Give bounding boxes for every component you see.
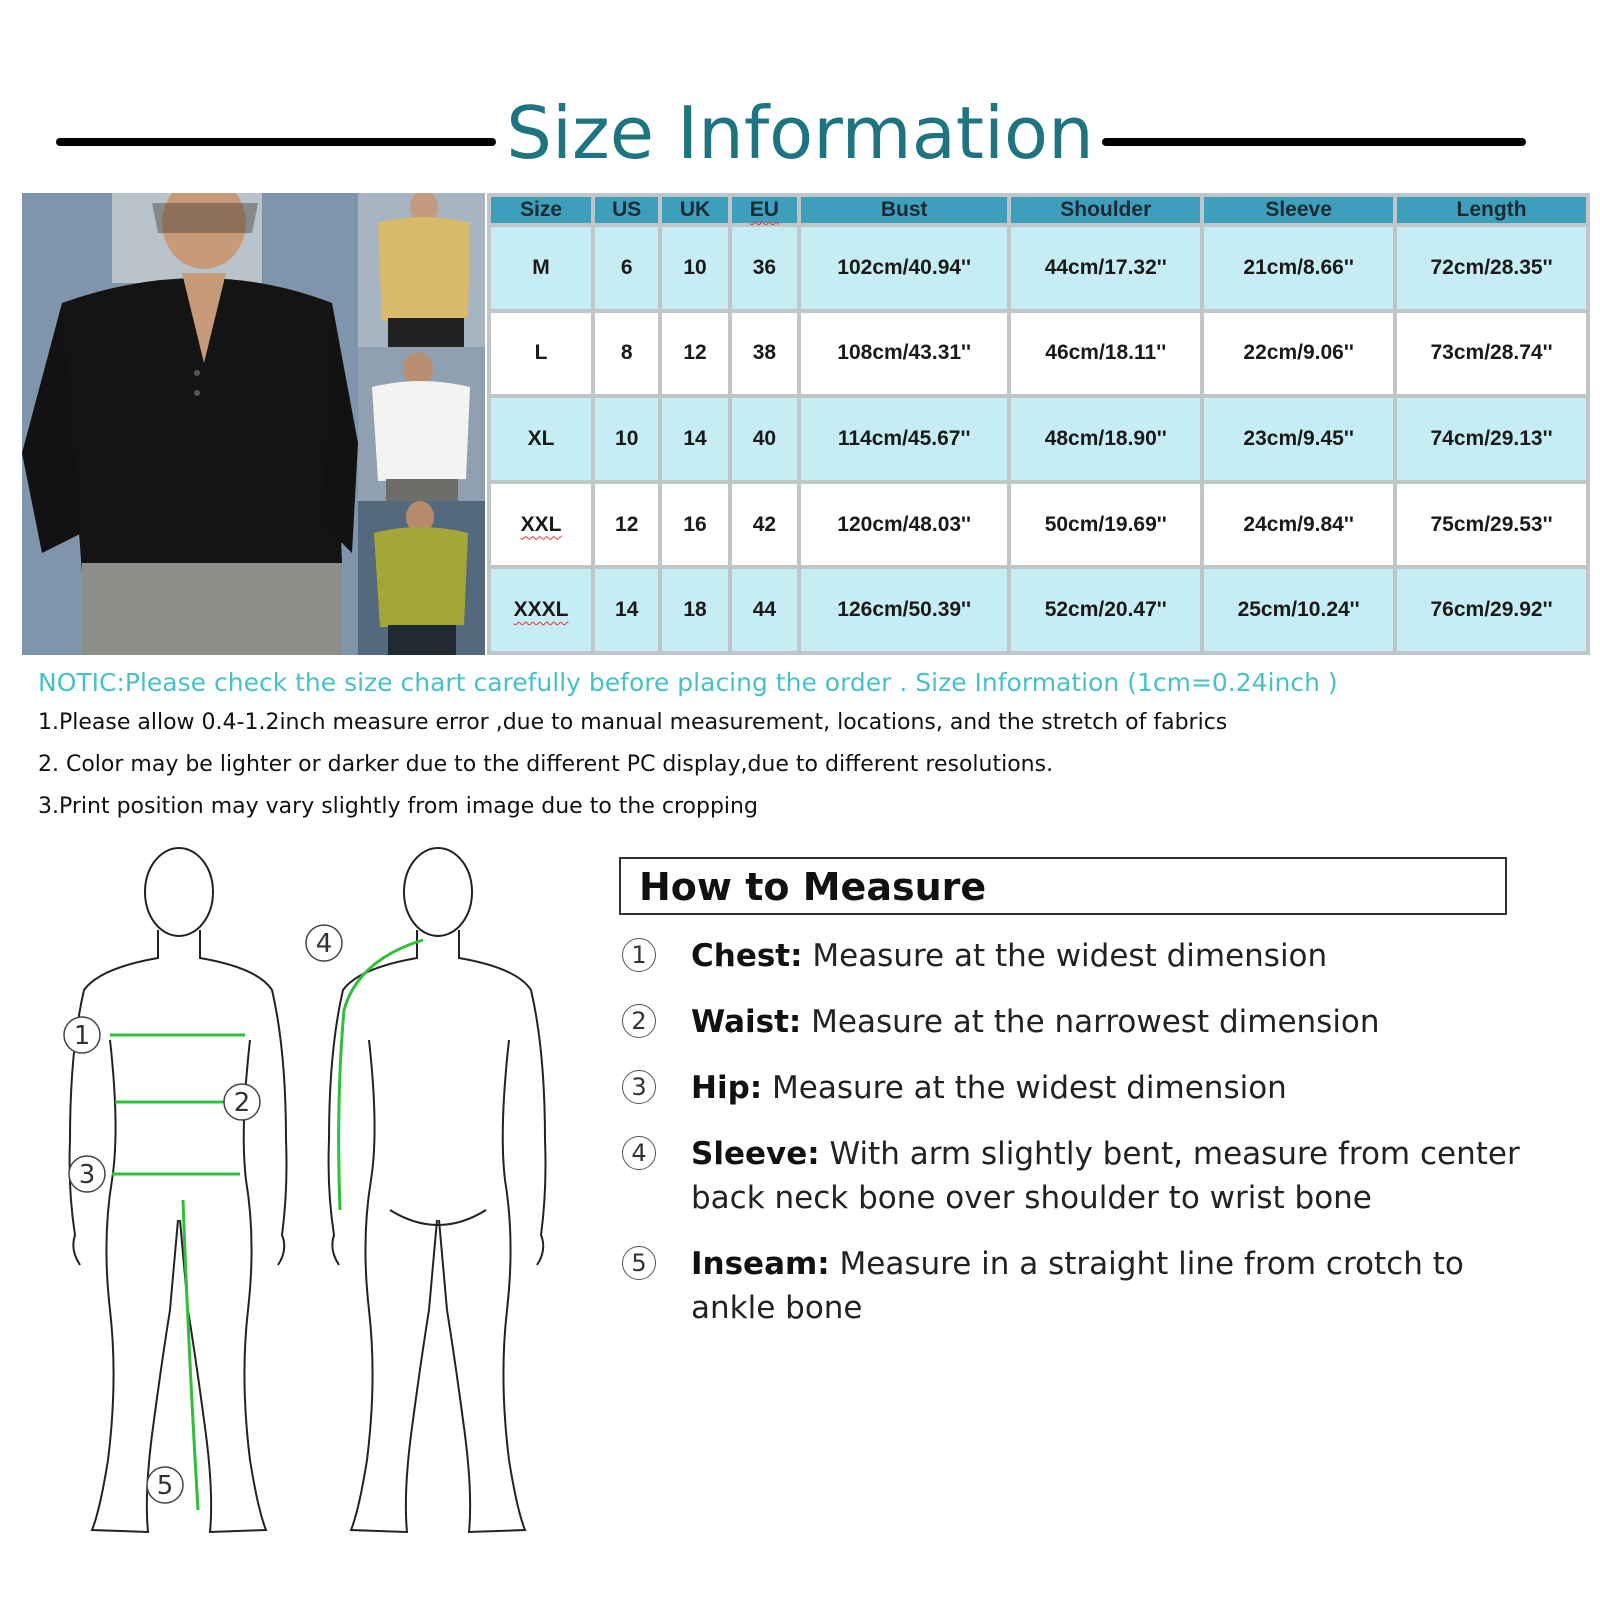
table-row (491, 313, 1586, 395)
cell-bust: 102cm/40.94'' (801, 227, 1007, 309)
table-header-row (491, 197, 1586, 223)
cell-size: M (491, 227, 591, 309)
measure-text (691, 1000, 1551, 1044)
cell-sleeve: 23cm/9.45'' (1204, 398, 1393, 480)
title-rule-left (56, 138, 496, 146)
cell-eu: 44 (732, 569, 797, 651)
header-length: Length (1397, 197, 1586, 223)
cell-us: 10 (595, 398, 658, 480)
size-table (487, 193, 1590, 655)
marker-5-label: 5 (156, 1471, 174, 1501)
cell-length: 74cm/29.13'' (1397, 398, 1586, 480)
cell-shoulder: 46cm/18.11'' (1011, 313, 1200, 395)
cell-length: 76cm/29.92'' (1397, 569, 1586, 651)
product-photo-green-shirt (358, 501, 485, 655)
header-shoulder: Shoulder (1011, 197, 1200, 223)
product-photo-yellow-shirt (358, 193, 485, 347)
marker-4-label: 4 (315, 929, 333, 959)
header-eu: EU (732, 197, 797, 223)
measure-label: Hip: (691, 1070, 763, 1106)
product-photos (22, 193, 485, 655)
cell-sleeve: 25cm/10.24'' (1204, 569, 1393, 651)
measure-desc: Measure in a straight line from crotch to ankle bone (691, 1246, 1464, 1326)
header-bust: Bust (801, 197, 1007, 223)
cell-uk: 12 (662, 313, 727, 395)
cell-uk: 18 (662, 569, 727, 651)
cell-shoulder: 44cm/17.32'' (1011, 227, 1200, 309)
cell-sleeve: 22cm/9.06'' (1204, 313, 1393, 395)
measure-desc: Measure at the widest dimension (762, 1070, 1287, 1106)
measure-label: Inseam: (691, 1246, 830, 1282)
number-4-icon: 4 (622, 1136, 656, 1170)
table-row (491, 227, 1586, 309)
cell-sleeve: 21cm/8.66'' (1204, 227, 1393, 309)
number-3-icon: 3 (622, 1070, 656, 1104)
header-size: Size (491, 197, 591, 223)
measure-label: Waist: (691, 1004, 802, 1040)
cell-uk: 10 (662, 227, 727, 309)
body-measurement-figure (40, 840, 600, 1580)
cell-us: 12 (595, 484, 658, 566)
cell-size: XXL (491, 484, 591, 566)
cell-us: 6 (595, 227, 658, 309)
measure-label: Chest: (691, 938, 803, 974)
note-2: 2. Color may be lighter or darker due to the different PC display,due to different resolutions. (38, 752, 1054, 777)
cell-size: XXXL (491, 569, 591, 651)
cell-bust: 120cm/48.03'' (801, 484, 1007, 566)
measure-desc: With arm slightly bent, measure from center back neck bone over shoulder to wrist bone (691, 1136, 1520, 1216)
cell-uk: 16 (662, 484, 727, 566)
cell-eu: 40 (732, 398, 797, 480)
header-us: US (595, 197, 658, 223)
measure-text (691, 1242, 1551, 1330)
note-1: 1.Please allow 0.4-1.2inch measure error ,due to manual measurement, locations, and the stretch of fabrics (38, 710, 1228, 735)
measure-label: Sleeve: (691, 1136, 820, 1172)
number-1-icon: 1 (622, 938, 656, 972)
measure-desc: Measure at the widest dimension (802, 938, 1328, 974)
cell-size: L (491, 313, 591, 395)
cell-length: 72cm/28.35'' (1397, 227, 1586, 309)
cell-bust: 108cm/43.31'' (801, 313, 1007, 395)
cell-shoulder: 52cm/20.47'' (1011, 569, 1200, 651)
cell-eu: 38 (732, 313, 797, 395)
cell-shoulder: 50cm/19.69'' (1011, 484, 1200, 566)
cell-length: 73cm/28.74'' (1397, 313, 1586, 395)
cell-size: XL (491, 398, 591, 480)
table-row (491, 569, 1586, 651)
product-photo-white-shirt (358, 347, 485, 501)
marker-3-label: 3 (78, 1160, 96, 1190)
cell-us: 14 (595, 569, 658, 651)
title-bar (0, 88, 1600, 178)
measure-desc: Measure at the narrowest dimension (801, 1004, 1380, 1040)
cell-us: 8 (595, 313, 658, 395)
notice-text: NOTIC:Please check the size chart carefully before placing the order . Size Information (1cm=0.24inch ) (38, 668, 1338, 697)
measure-text (691, 1066, 1551, 1110)
product-photo-black-shirt (22, 193, 358, 655)
page-title: Size Information (506, 91, 1094, 175)
measure-text (691, 1132, 1551, 1220)
cell-bust: 126cm/50.39'' (801, 569, 1007, 651)
note-3: 3.Print position may vary slightly from image due to the cropping (38, 794, 758, 819)
how-to-measure-title: How to Measure (639, 865, 987, 909)
how-to-measure-box (619, 857, 1507, 915)
marker-1-label: 1 (73, 1021, 91, 1051)
cell-shoulder: 48cm/18.90'' (1011, 398, 1200, 480)
header-sleeve: Sleeve (1204, 197, 1393, 223)
number-2-icon: 2 (622, 1004, 656, 1038)
cell-length: 75cm/29.53'' (1397, 484, 1586, 566)
cell-eu: 42 (732, 484, 797, 566)
cell-sleeve: 24cm/9.84'' (1204, 484, 1393, 566)
cell-bust: 114cm/45.67'' (801, 398, 1007, 480)
measure-text (691, 934, 1551, 978)
table-row (491, 398, 1586, 480)
header-uk: UK (662, 197, 727, 223)
number-5-icon: 5 (622, 1246, 656, 1280)
marker-2-label: 2 (233, 1088, 251, 1118)
table-row (491, 484, 1586, 566)
cell-uk: 14 (662, 398, 727, 480)
title-rule-right (1102, 138, 1526, 146)
cell-eu: 36 (732, 227, 797, 309)
